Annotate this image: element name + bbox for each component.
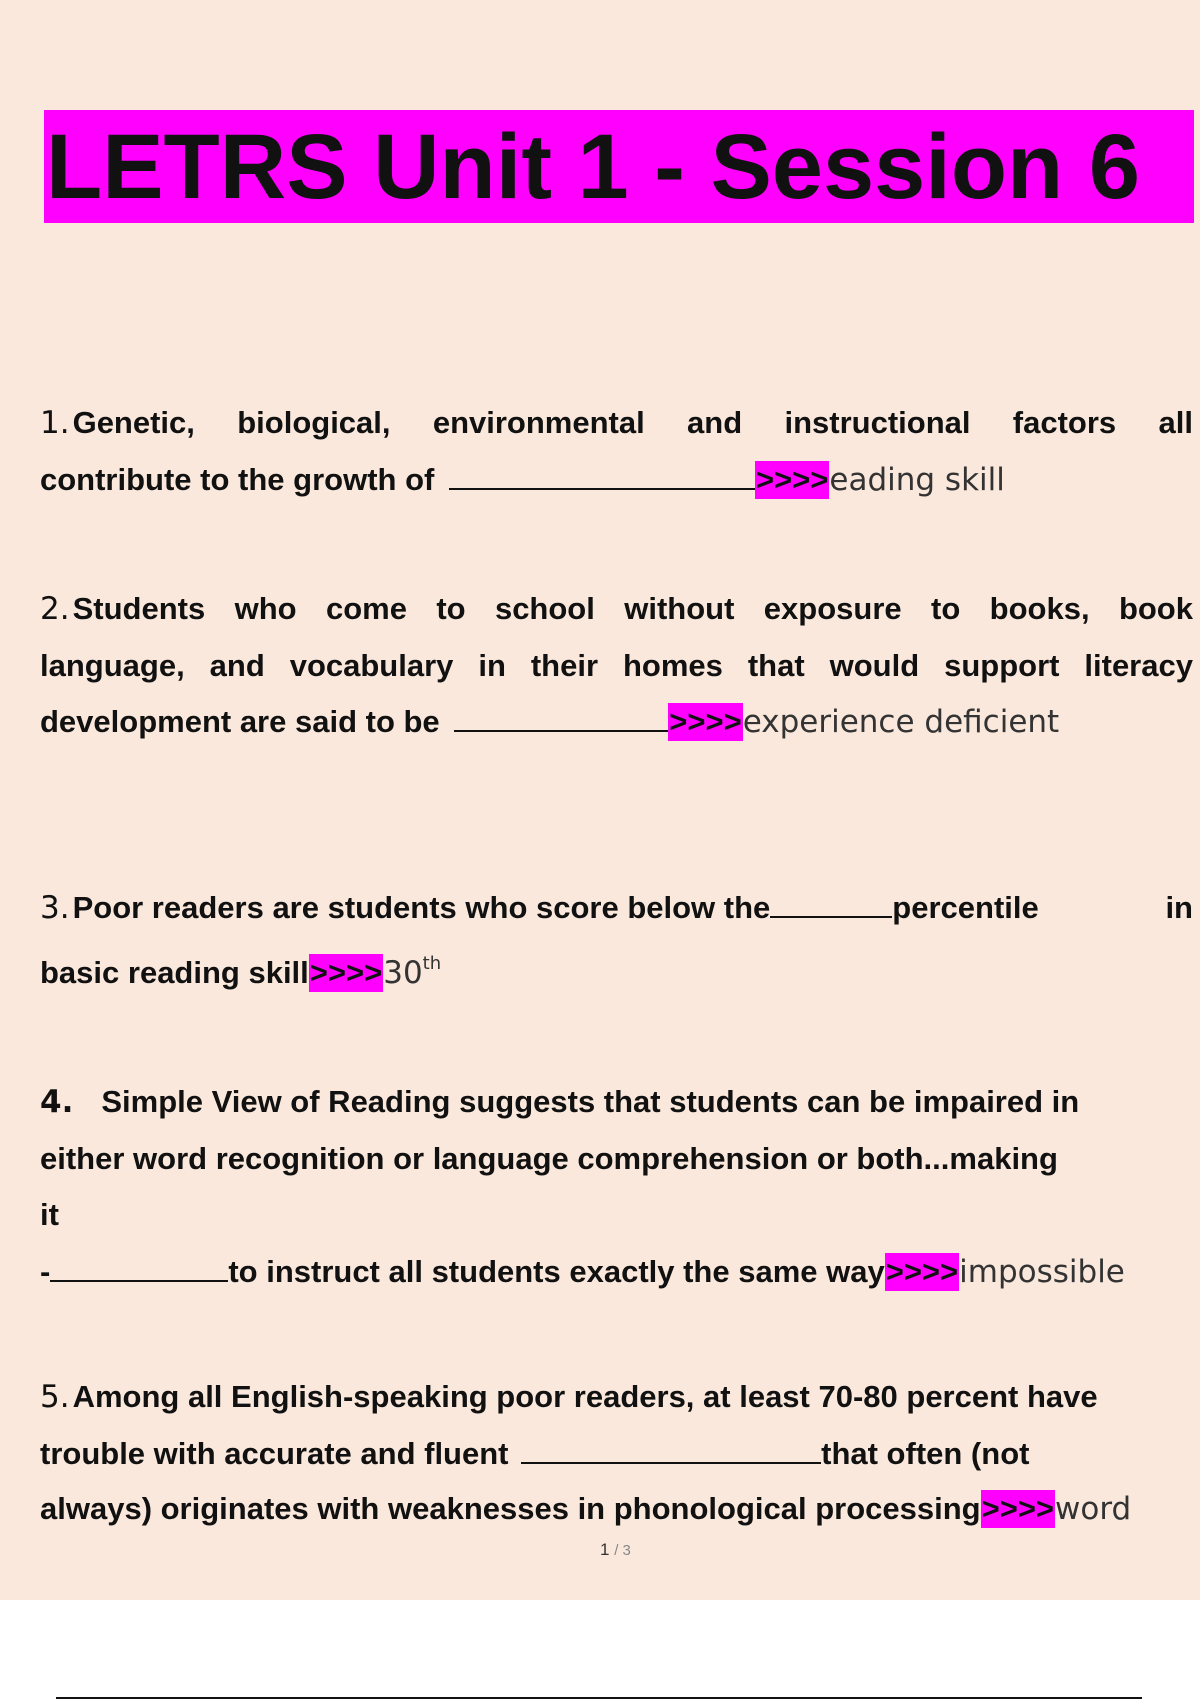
q5-line1: 5.Among all English-speaking poor readers, at least 70-80 percent have (40, 1379, 1098, 1415)
page-total: / 3 (614, 1542, 631, 1559)
q3-answer-suffix: th (422, 953, 442, 974)
q1-number: 1. (40, 405, 70, 441)
q2-line3: development are said to be >>>>experience deficient (40, 704, 1060, 740)
q3-line2: basic reading skill>>>>30th (40, 953, 442, 991)
q1-answer: eading skill (829, 462, 1005, 498)
q2-line1: 2.Students who come to school without exposure to books, book (40, 591, 1193, 627)
q2-line2: language, and vocabulary in their homes that would support literacy (40, 648, 1193, 683)
q2-number: 2. (40, 591, 70, 627)
q2-blank (454, 704, 668, 732)
footer-divider (56, 1697, 1142, 1699)
q5-blank (521, 1436, 821, 1464)
q4-line2: either word recognition or language comprehension or both...making (40, 1141, 1058, 1176)
q4-line1: 4. Simple View of Reading suggests that students can be impaired in (40, 1084, 1080, 1120)
document-title: LETRS Unit 1 - Session 6 (46, 116, 1140, 218)
answer-marker: >>>> (981, 1491, 1055, 1526)
q4-blank (50, 1254, 228, 1282)
q4-line4: - to instruct all students exactly the same way>>>>impossible (40, 1254, 1125, 1290)
q5-line2: trouble with accurate and fluent that often (not (40, 1436, 1030, 1471)
q1-line1: 1.Genetic, biological, environmental and instructional factors all (40, 405, 1193, 441)
answer-marker: >>>> (669, 704, 742, 739)
q3-blank (770, 890, 892, 918)
q5-answer: word (1055, 1491, 1132, 1527)
answer-marker: >>>> (755, 462, 829, 497)
answer-marker: >>>> (309, 955, 383, 990)
q4-answer: impossible (959, 1254, 1125, 1290)
q3-line1: 3.Poor readers are students who score below the percentile in (40, 890, 1193, 926)
page-indicator (600, 1540, 631, 1560)
q4-number: 4. (40, 1084, 74, 1120)
q2-answer: experience deficient (742, 704, 1060, 740)
q1-line2: contribute to the growth of >>>>eading skill (40, 462, 1005, 498)
q1-blank (449, 462, 755, 490)
q5-number: 5. (40, 1379, 70, 1415)
answer-marker: >>>> (885, 1254, 959, 1289)
q3-number: 3. (40, 890, 70, 926)
q4-line3: it (40, 1197, 59, 1232)
q5-line3: always) originates with weaknesses in phonological processing>>>>word (40, 1491, 1132, 1527)
q3-answer: 30 (383, 955, 423, 991)
page-current: 1 (600, 1540, 610, 1559)
